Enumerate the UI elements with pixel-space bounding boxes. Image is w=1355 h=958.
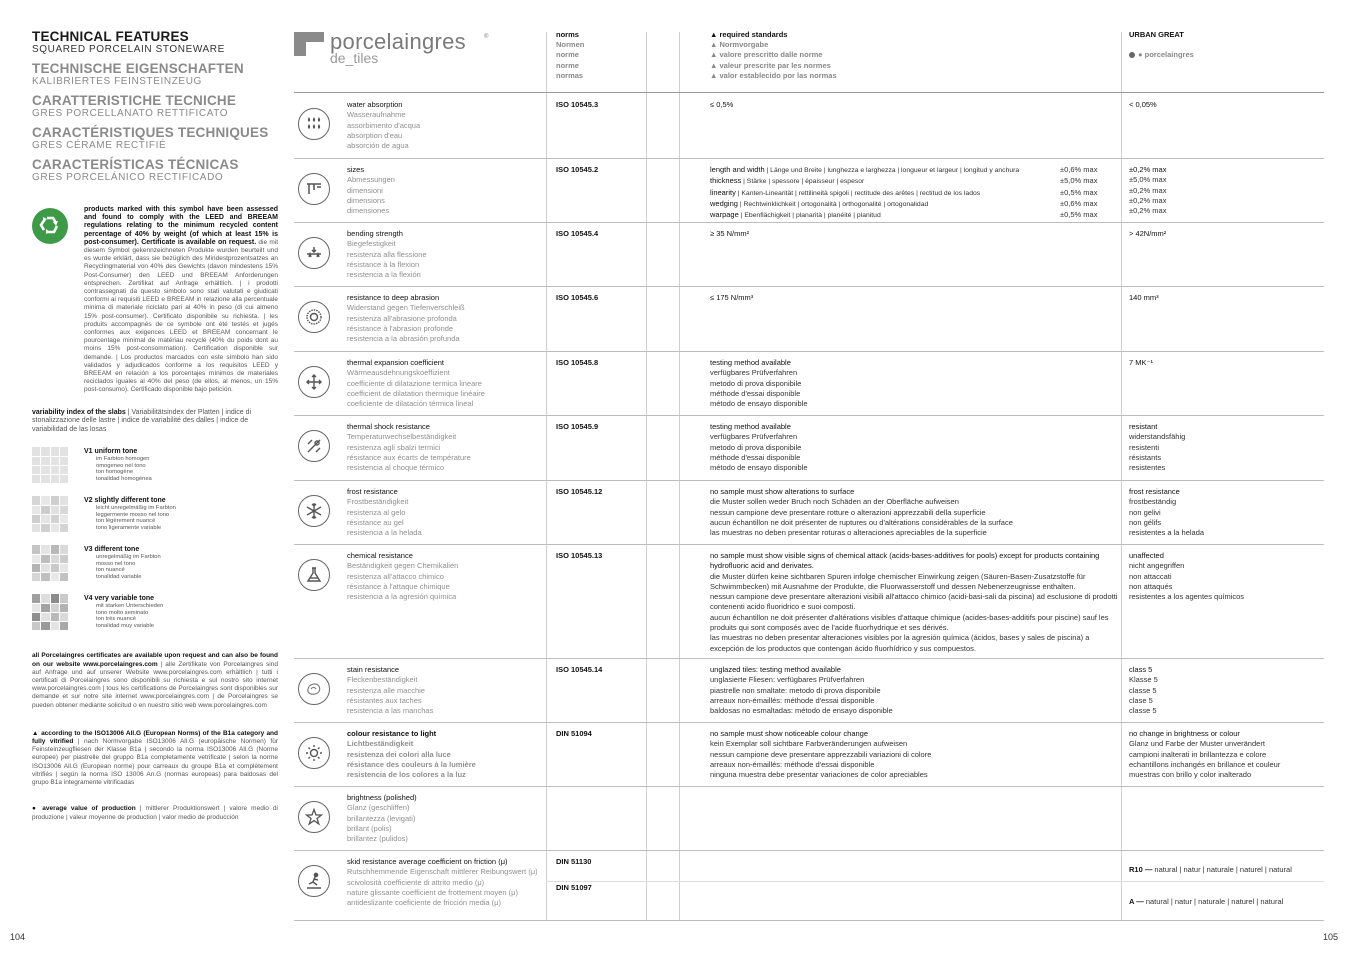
slip-person-icon	[298, 865, 330, 897]
product-value-line: < 0,05%	[1129, 100, 1157, 109]
property-translation: dimensioni	[347, 185, 383, 195]
variability-desc: ton très nuancé	[96, 616, 136, 623]
header-required-en: ▲ required standards	[710, 30, 788, 39]
norm-code: ISO 10545.13	[556, 551, 603, 560]
product-value-line: frost resistance	[1129, 487, 1180, 496]
required-standard	[710, 165, 1118, 221]
variability-desc: im Farbton homogen	[96, 456, 150, 463]
variability-item	[32, 545, 278, 581]
required-standard	[710, 100, 1118, 110]
header-norms-es: normas	[556, 70, 584, 80]
required-line: no sample must show noticeable colour change	[710, 729, 869, 738]
product-value-line: resistentes	[1129, 463, 1166, 473]
product-value-line: clase 5	[1129, 695, 1153, 705]
property-translation: coefficiente di dilatazione termica lineare	[347, 378, 482, 388]
property-translation: Biegefestigkeit	[347, 239, 396, 249]
property-translation: Glanz (geschliffen)	[347, 803, 410, 813]
property-translation: brillantezza (levigati)	[347, 813, 416, 823]
required-line: unglazed tiles: testing method available	[710, 665, 841, 674]
property-label: thermal expansion coefficient	[347, 358, 445, 367]
property-translation: antideslizante coeficiente de fricción media (μ)	[347, 898, 501, 908]
row-divider	[294, 480, 1324, 481]
product-value-line: 7 MK⁻¹	[1129, 358, 1153, 367]
required-line: unglasierte Fliesen: verfügbares Prüfverfahren	[710, 675, 865, 685]
property-translation: Rutschhemmende Eigenschaft mittlerer Reibungswert (μ)	[347, 867, 538, 877]
property-translation: resistenza all'attacco chimico	[347, 571, 444, 581]
norm-code: ISO 10545.14	[556, 665, 603, 674]
required-line: ninguna muestra debe presentar variaciones de color apreciables	[710, 770, 928, 780]
product-value	[1129, 729, 1319, 780]
logo-subtitle: de_tiles	[330, 50, 379, 66]
required-line: ≤ 175 N/mm³	[710, 293, 754, 302]
variability-desc: unregelmäßig im Farbton	[96, 554, 161, 561]
header-norms-it: norme	[556, 50, 579, 60]
property-translation: Abmessungen	[347, 175, 395, 185]
property-label: skid resistance average coefficient on friction (μ)	[347, 857, 508, 866]
property-label: frost resistance	[347, 487, 398, 496]
product-value-line: frostbeständig	[1129, 497, 1177, 507]
required-standard	[710, 665, 1118, 716]
star-icon	[298, 801, 330, 833]
property-translation: resistenza alle macchie	[347, 685, 425, 695]
variability-desc: tonalidad variable	[96, 573, 142, 580]
eco-body: die mit diesem Symbol gekennzeichneten Produkte wurden beurteilt und es wurde erklärt, dass sie bezüglich des Mindestprozentsatzes an Recyclingmaterial von 40% des Gewichts (davon mindestens 15% Post-Consumer) den LEED und BREEAM Anforderungen entsprechen. Zertifikat auf Anfrage erhältlich. | i prodotti contrassegnati da questo simbolo sono stati valutati e giudicati conformi ai requisiti LEED e BREEAM in relazione alla percentuale minima di materiale riciclato pari al 40% in peso (di cui almeno 15% post-consumer). Certificato disponibile su richiesta. | les produits accompagnés de ce symbole ont été testés et jugés conformes aux exigences LEED et BREEAM concernant le pourcentage minimal de matériau recyclé (40% du poids dont au moins 15% post-consommation). Certification disponible sur demande. | Los productos marcados con este símbolo han sido validados y adjudicados conforme a los requisitos LEED y BREEAM en relación a los porcentajes mínimos de materiales reciclados iguales al 40% del peso (de ellos, al menos, un 15% post-consumo). Certificado disponible bajo petición.	[84, 238, 278, 394]
required-line: método de ensayo disponible	[710, 399, 808, 409]
row-divider	[294, 722, 1324, 723]
property-label: chemical resistance	[347, 551, 413, 560]
abrasion-disc-icon	[298, 301, 330, 333]
required-line: arreaux non-émaillés: méthode d'essai disponible	[710, 695, 875, 705]
norm-code: ISO 10545.9	[556, 422, 599, 431]
tone-swatch-icon	[32, 496, 68, 532]
property-translation: brillantez (pulidos)	[347, 834, 408, 844]
variability-desc: tonalidad homogénea	[96, 475, 152, 482]
variability-item	[32, 447, 278, 483]
logo-mark-icon	[294, 32, 324, 56]
property-label: resistance to deep abrasion	[347, 293, 440, 302]
norm-code: ISO 10545.8	[556, 358, 599, 367]
required-standard	[710, 487, 1118, 538]
eco-bold: products marked with this symbol have been assessed and found to comply with the LEED and BREEAM regulations relating to the minimum recycled content percentage of 40% by weight (of which at least 15% is post-consumer). Certificate is available on request.	[84, 206, 278, 246]
norm-code: ISO 10545.12	[556, 487, 603, 496]
property-row	[294, 857, 1324, 920]
property-label: colour resistance to light	[347, 729, 437, 738]
product-value-line: non attaqués	[1129, 581, 1173, 591]
product-value	[1129, 293, 1319, 303]
variability-label: V2 slightly different tone	[84, 497, 166, 505]
header-product	[1129, 30, 1194, 60]
title-fr: CARACTÉRISTIQUES TECHNIQUES	[32, 125, 269, 140]
variability-item	[32, 496, 278, 532]
property-translation: resistenza agli sbalzi termici	[347, 442, 441, 452]
expansion-arrows-icon	[298, 366, 330, 398]
property-translation: scivolosità coefficiente di attrito medio (μ)	[347, 877, 485, 887]
variability-desc: tonalidad muy variable	[96, 622, 155, 629]
product-value-line: resistentes a la helada	[1129, 528, 1205, 538]
required-line: ≤ 0,5%	[710, 100, 734, 109]
property-name	[347, 229, 543, 280]
required-line: las muestras no deben presentar roturas o alteraciones apreciables de la superficie	[710, 528, 987, 538]
row-divider	[294, 286, 1324, 287]
row-divider	[294, 351, 1324, 352]
header-norms	[556, 30, 584, 81]
product-value-line: widerstandsfähig	[1129, 432, 1186, 442]
property-translation: résistance aux écarts de température	[347, 452, 471, 462]
product-value-line: class 5	[1129, 665, 1153, 674]
header-required	[710, 30, 837, 81]
row-divider	[294, 158, 1324, 159]
product-value-line: non attaccati	[1129, 571, 1172, 581]
property-label: brightness (polished)	[347, 793, 417, 802]
property-translation: Temperaturwechselbeständigkeit	[347, 432, 457, 442]
property-row	[294, 793, 1324, 850]
variability-item	[32, 594, 278, 630]
required-line: no sample must show alterations to surface	[710, 487, 855, 496]
required-line: nessun campione deve presentare rotture o alterazioni apprezzabili della superficie	[710, 507, 986, 517]
header-required-fr: ▲ valeur prescrite par les normes	[710, 60, 831, 70]
property-name	[347, 293, 543, 344]
property-row	[294, 358, 1324, 415]
row-divider	[294, 658, 1324, 659]
property-label: bending strength	[347, 229, 403, 238]
property-name	[347, 165, 543, 216]
property-translation: resistenza dei colori alla luce	[347, 749, 451, 759]
property-name	[347, 729, 543, 780]
required-line: las muestras no deben presentar alteraciones visibles por la agresión química (ácidos, bases y sales de piscina) a excepción de los productos que contengan ácido fluorhídrico y sus compuestos.	[710, 633, 1090, 653]
variability-label: V3 different tone	[84, 546, 140, 554]
variability-label: V1 uniform tone	[84, 448, 138, 456]
property-translation: résistance des couleurs à la lumière	[347, 759, 476, 769]
property-translation: dimensions	[347, 195, 385, 205]
property-translation: Wärmeausdehnungskoeffizient	[347, 368, 450, 378]
recycle-icon	[32, 208, 68, 244]
product-value-line: Glanz und Farbe der Muster unverändert	[1129, 739, 1265, 749]
product-value	[1129, 487, 1319, 538]
property-translation: résistance à l'abrasion profonde	[347, 323, 454, 333]
required-line: nessun campione deve presentare apprezzabili variazioni di colore	[710, 749, 932, 759]
norm-code: DIN 51094	[556, 729, 592, 738]
property-row	[294, 729, 1324, 786]
skid-value: A — natural | natur | naturale | naturel | natural	[1129, 897, 1284, 906]
required-line: baldosas no esmaltadas: método de ensayo disponible	[710, 706, 893, 716]
product-value-line: nicht angegriffen	[1129, 561, 1185, 571]
product-value-line: resistant	[1129, 422, 1158, 431]
property-translation: resistenza al gelo	[347, 507, 406, 517]
tone-swatch-icon	[32, 447, 68, 483]
norm-code: ISO 10545.2	[556, 165, 599, 174]
product-value-line: ±0,2% max	[1129, 185, 1167, 195]
subtitle-fr: GRES CÉRAME RECTIFIÉ	[32, 140, 167, 151]
variability-text: | Variabilitätsindex der Platten | indice di stonalizzazione delle lastre | indice de variabilité des dalles | indice de variabilidad de las losas	[32, 408, 252, 433]
variability-desc: ton homogène	[96, 469, 134, 476]
thermal-shock-icon	[298, 430, 330, 462]
product-value-line: no change in brightness or colour	[1129, 729, 1240, 738]
property-row	[294, 551, 1324, 656]
product-value-line: ±0,2% max	[1129, 195, 1167, 205]
average-bullet-icon	[1129, 52, 1135, 58]
product-value-line: campioni inalterati in brillantezza e colore	[1129, 749, 1267, 759]
property-translation: resistencia a la helada	[347, 528, 422, 538]
avg-text: | mittlerer Produktionswert | valore medio di produzione | valeur moyenne de production | valor medio de producción	[32, 805, 278, 821]
property-row	[294, 293, 1324, 350]
product-brand: ● porcelaingres	[1138, 50, 1194, 60]
property-translation: resistencia a la abrasión profunda	[347, 334, 460, 344]
required-line: méthode d'essai disponible	[710, 388, 801, 398]
header-norms-fr: norme	[556, 60, 579, 70]
product-value-line: non gelivi	[1129, 507, 1161, 517]
product-value-line: resistentes a los agentes químicos	[1129, 592, 1245, 602]
norm-code: ISO 10545.4	[556, 229, 599, 238]
required-line: piastrelle non smaltate: metodo di prova disponibile	[710, 685, 881, 695]
title-es: CARACTERÍSTICAS TÉCNICAS	[32, 157, 239, 172]
property-translation: coefficient de dilatation thermique linéaire	[347, 388, 485, 398]
title-it: CARATTERISTICHE TECNICHE	[32, 93, 237, 108]
property-translation: Fleckenbeständigkeit	[347, 675, 418, 685]
norm-code: DIN 51097	[556, 883, 592, 892]
header-norms-en: norms	[556, 30, 579, 39]
eco-note	[32, 206, 278, 395]
required-line: kein Exemplar soll sichtbare Farbveränderungen aufweisen	[710, 739, 908, 749]
property-name	[347, 358, 543, 409]
required-standard	[710, 422, 1118, 473]
skid-value: R10 — natural | natur | naturale | naturel | natural	[1129, 865, 1292, 874]
product-value-line: 140 mm³	[1129, 293, 1159, 302]
property-name	[347, 487, 543, 538]
property-row	[294, 100, 1324, 157]
tolerance-line: warpage | Ebenflächigkeit | planarità | planéité | planitud ±0,5% max	[710, 210, 1098, 220]
variability-label: V4 very variable tone	[84, 595, 155, 603]
property-translation: Widerstand gegen Tiefenverschleiß	[347, 303, 465, 313]
required-standard	[710, 551, 1118, 654]
tolerance-line: length and width | Länge und Breite | lunghezza e larghezza | longueur et largeur | longitud y anchura ±0,6% max	[710, 165, 1098, 174]
property-name	[347, 551, 543, 602]
tolerance-line: linearity | Kanten-Linearität | rettilineità spigoli | rectitude des arêtes | rectitud de los lados ±0,5% max	[710, 187, 1098, 197]
product-value	[1129, 229, 1319, 239]
property-name	[347, 793, 543, 844]
row-divider	[294, 786, 1324, 787]
product-value-line: echantillons inchangés en brillance et couleur	[1129, 759, 1281, 769]
property-row	[294, 422, 1324, 479]
variability-desc: mit starken Unterschieden	[96, 603, 164, 610]
page-number-right: 105	[1323, 932, 1339, 942]
property-translation: Lichtbeständigkeit	[347, 739, 414, 749]
subtitle-es: GRES PORCELÁNICO RECTIFICADO	[32, 172, 224, 183]
property-translation: resistencia a las manchas	[347, 706, 434, 716]
variability-desc: mosso nel tono	[96, 560, 136, 567]
row-divider	[294, 544, 1324, 545]
average-note	[32, 805, 278, 821]
property-translation: coeficiente de dilatación térmica lineal	[347, 399, 474, 409]
header-divider	[294, 92, 1324, 93]
title-en: TECHNICAL FEATURES	[32, 29, 189, 44]
product-value-line: Klasse 5	[1129, 675, 1158, 685]
product-value	[1129, 551, 1319, 602]
property-translation: dimensiones	[347, 206, 390, 216]
required-line: méthode d'essai disponible	[710, 452, 801, 462]
product-value	[1129, 165, 1319, 216]
norm-code: ISO 10545.6	[556, 293, 599, 302]
product-value-line: non gélifs	[1129, 517, 1162, 527]
property-translation: résistance à la flexion	[347, 259, 420, 269]
product-name: URBAN GREAT	[1129, 30, 1184, 39]
required-line: metodo di prova disponibile	[710, 378, 802, 388]
variability-desc: ton légèrement nuancé	[96, 518, 156, 525]
product-value	[1129, 422, 1319, 473]
avg-bold: ● average value of production	[32, 805, 136, 813]
property-name	[347, 665, 543, 716]
row-divider	[294, 415, 1324, 416]
required-line: aucun échantillon ne doit présenter d'altérations visibles d'attaque chimique (acides-bases-additifs pour piscine) sauf les produits qui sont composés avec de l'acide fluorhydrique et ses dérivés.	[710, 612, 1109, 633]
product-value-line: unaffected	[1129, 551, 1164, 560]
property-translation: nature glissante coefficient de frottement moyen (μ)	[347, 887, 518, 897]
bending-icon	[298, 237, 330, 269]
norm-code: ISO 10545.3	[556, 100, 599, 109]
required-line: aucun échantillon ne doit présenter de ruptures ou d'altérations considérables de la surface	[710, 517, 1013, 527]
product-value-line: résistants	[1129, 452, 1162, 462]
product-value-line: classe 5	[1129, 706, 1157, 716]
page-number-left: 104	[10, 932, 26, 942]
variability-desc: leicht unregelmäßig im Farbton	[96, 505, 176, 512]
required-line: verfügbares Prüfverfahren	[710, 432, 798, 442]
header-norms-de: Normen	[556, 40, 585, 50]
property-translation: Beständigkeit gegen Chemikalien	[347, 561, 459, 571]
required-standard	[710, 293, 1118, 303]
required-line: die Muster sollen weder Bruch noch Schäden an der Oberfläche aufweisen	[710, 497, 959, 507]
product-value-line: ±0,2% max	[1129, 165, 1167, 174]
stain-icon	[298, 673, 330, 705]
property-translation: resistencia a la flexión	[347, 270, 421, 280]
flask-icon	[298, 559, 330, 591]
product-value-line: ±5,0% max	[1129, 175, 1167, 185]
variability-desc: omogeneo nel tono	[96, 462, 146, 469]
property-row	[294, 487, 1324, 544]
row-divider	[294, 222, 1324, 223]
caliper-icon	[298, 173, 330, 205]
required-standard	[710, 229, 1118, 239]
property-translation: resistencia al choque térmico	[347, 463, 445, 473]
property-label: water absorption	[347, 100, 403, 109]
subtitle-de: KALIBRIERTES FEINSTEINZEUG	[32, 76, 202, 87]
header-required-it: ▲ valore prescritto dalle norme	[710, 50, 823, 60]
variability-desc: leggermente mosso nel tono	[96, 511, 170, 518]
variability-desc: tono ligeramente variable	[96, 524, 162, 531]
tolerance-line: thickness | Stärke | spessore | épaisseur | espesor ±5,0% max	[710, 176, 1098, 186]
product-value	[1129, 665, 1319, 716]
required-standard	[710, 729, 1118, 780]
table-bottom-line	[294, 920, 1324, 921]
required-line: testing method available	[710, 358, 791, 367]
required-line: método de ensayo disponible	[710, 463, 808, 473]
subtitle-it: GRES PORCELLANATO RETTIFICATO	[32, 108, 229, 119]
required-line: metodo di prova disponibile	[710, 442, 802, 452]
property-translation: absorción de agua	[347, 141, 409, 151]
property-label: stain resistance	[347, 665, 400, 674]
iso-text: | nach Normvorgabe ISO13006 All.G (europäische Normen) für Feinsteinzeugfliesen der Klasse B1a | secondo la norma ISO13006 All.G (Norme europee) per piastrelle del gruppo B1a completamente vetrificate | selon la norme ISO13006 All.G (European norme) pour carreaux du groupe B1a et complètement vitrifiés | según la norma ISO 13006 An.G (normas europeas) para baldosas del grupo B1a integramente vitrificadas	[32, 738, 278, 787]
certs-bold: all Porcelaingres certificates are available upon request and can also be found on our website www.porcelaingres.com	[32, 652, 278, 668]
product-value-line: > 42N/mm²	[1129, 229, 1167, 238]
required-line: no sample must show visible signs of chemical attack (acids-bases-additives for pools) except for products containing hydrofluoric acid and derivates.	[710, 551, 1100, 571]
variability-desc: tono molto seminato	[96, 609, 149, 616]
header-required-es: ▲ valor establecido por las normas	[710, 70, 837, 80]
property-row	[294, 665, 1324, 722]
logo-registered: ®	[484, 34, 489, 40]
snowflake-icon	[298, 495, 330, 527]
property-translation: resistenza all'abrasione profonda	[347, 313, 457, 323]
property-label: sizes	[347, 165, 365, 174]
required-line: ≥ 35 N/mm²	[710, 229, 750, 238]
product-value	[1129, 100, 1319, 110]
tone-swatch-icon	[32, 594, 68, 630]
iso-note	[32, 730, 278, 787]
product-value-line: classe 5	[1129, 685, 1157, 695]
logo-name: porcelaingres	[330, 29, 466, 54]
variability-heading	[32, 409, 278, 435]
property-translation: resistencia a la agresión química	[347, 592, 457, 602]
water-drops-icon	[298, 108, 330, 140]
required-line: arreaux non-émaillés: méthode d'essai disponible	[710, 759, 875, 769]
required-standard	[710, 358, 1118, 409]
required-line: testing method available	[710, 422, 791, 431]
required-line: nessun campione deve presentare alterazioni visibili all'attacco chimico (acidi-basi-sali da piscina) ad esclusione di prodotti contenenti acido fluoridrico e suoi composti.	[710, 592, 1118, 612]
iso-bold: ▲ according to the ISO13006 All.G (European Norms) of the B1a category and fully vitrified	[32, 729, 278, 746]
variability-list	[32, 447, 278, 630]
property-name	[347, 100, 543, 151]
product-value-line: ±0,2% max	[1129, 206, 1167, 216]
property-translation: brillant (polis)	[347, 823, 392, 833]
property-translation: absorption d'eau	[347, 130, 403, 140]
property-translation: assorbimento d'acqua	[347, 120, 421, 130]
product-value-line: muestras con brillo y color inalterado	[1129, 770, 1252, 780]
tone-swatch-icon	[32, 545, 68, 581]
required-line: die Muster dürfen keine sichtbaren Spuren infolge chemischer Einwirkung zeigen (Säuren-Basen-Zusatzstoffe für Schwimmbecken) mit Ausnahme der Produkte, die Fluorwasserstoff und dessen Nebenerzeugnisse enthalten.	[710, 571, 1086, 591]
property-label: thermal shock resistance	[347, 422, 430, 431]
title-block	[32, 30, 278, 184]
header-required-de: ▲ Normvorgabe	[710, 40, 769, 50]
left-sidebar	[32, 30, 278, 822]
certificates-note	[32, 652, 278, 709]
property-translation: résistantes aux taches	[347, 695, 422, 705]
property-translation: resistenza alla flessione	[347, 249, 427, 259]
title-de: TECHNISCHE EIGENSCHAFTEN	[32, 61, 244, 76]
property-name	[347, 422, 543, 473]
norm-code: DIN 51130	[556, 857, 592, 866]
variability-desc: ton nuancé	[96, 567, 125, 574]
tolerance-line: wedging | Rechtwinklichkeit | ortogonalità | orthogonalité | ortogonalidad ±0,6% max	[710, 198, 1098, 208]
product-value	[1129, 358, 1319, 368]
property-row	[294, 165, 1324, 222]
property-name	[347, 857, 543, 908]
subtitle-en: SQUARED PORCELAIN STONEWARE	[32, 44, 225, 55]
certs-text: | alle Zertifikate von Porcelaingres sind auf Anfrage und auf unserer Website www.porcelaingres.com erhältlich | tutti i certificati di Porcelaingres sono disponibili su richiesta e sul nostro sito internet www.porcelaingres.com | tous les certifications de Porcelaingres sont disponibles sur demande et sur notre site internet www.porcelaingres.com | de Porcelaingres se pueden obtener mediante solicitud o en nuestro sitio web www.porcelaingres.com	[32, 660, 278, 709]
colour-sun-icon	[298, 737, 330, 769]
property-translation: résistance au gel	[347, 517, 404, 527]
skid-divider	[546, 881, 1324, 882]
variability-bold: variability index of the slabs	[32, 408, 126, 416]
row-divider	[294, 850, 1324, 851]
property-translation: resistencia de los colores a la luz	[347, 770, 466, 780]
property-translation: Wasseraufnahme	[347, 110, 406, 120]
required-line: verfügbares Prüfverfahren	[710, 368, 798, 378]
property-row	[294, 229, 1324, 286]
property-translation: résistance à l'attaque chimique	[347, 581, 450, 591]
product-value-line: resistenti	[1129, 442, 1160, 452]
property-translation: Frostbeständigkeit	[347, 497, 409, 507]
